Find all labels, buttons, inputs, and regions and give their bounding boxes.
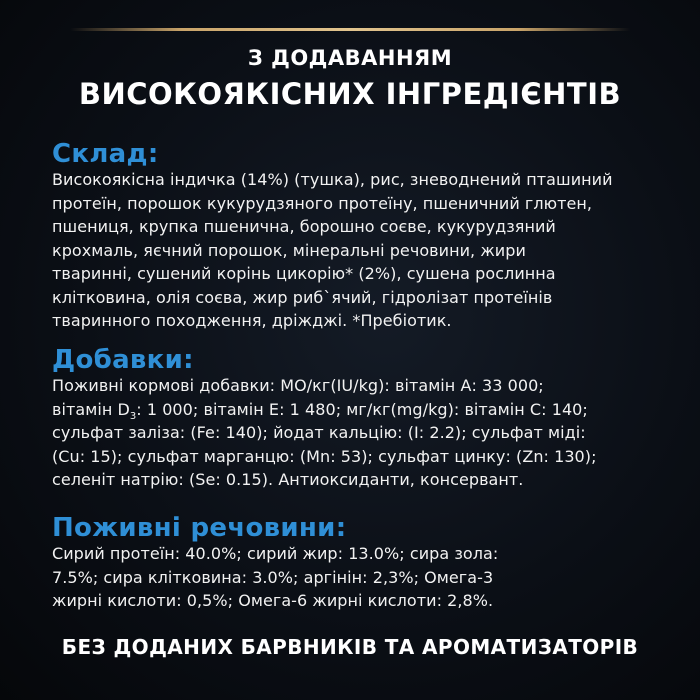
nutrients-section bbox=[52, 514, 662, 613]
composition-line: протеїн, порошок кукурудзяного протеїну, пшеничний глютен, bbox=[52, 193, 593, 213]
additives-line-part: : 1 000; вітамін Е: 1 480; мг/кг(mg/kg): вітамін С: 140; bbox=[136, 399, 588, 419]
composition-heading: Склад: bbox=[52, 139, 159, 169]
nutrients-text bbox=[52, 542, 662, 613]
composition-text bbox=[52, 168, 662, 333]
header-subtitle: З ДОДАВАННЯМ bbox=[247, 46, 453, 70]
additives-line-vitamin-d bbox=[52, 398, 662, 422]
header-title: ВИСОКОЯКІСНИХ ІНГРЕДІЄНТІВ bbox=[78, 77, 622, 111]
composition-line: тваринного походження, дріжджі. *Пребіотик. bbox=[52, 311, 452, 330]
additives-line-part: вітамін D bbox=[52, 399, 130, 419]
gold-accent-bar bbox=[70, 28, 630, 31]
composition-line: пшениця, крупка пшенична, борошно соєве, кукурудзяний bbox=[52, 217, 556, 236]
composition-line: крохмаль, яєчний порошок, мінеральні речовини, жири bbox=[52, 240, 526, 260]
additives-text bbox=[52, 374, 662, 492]
composition-section bbox=[52, 140, 662, 333]
header bbox=[0, 44, 700, 114]
nutrients-line: Сирий протеїн: 40.0%; сирий жир: 13.0%; сира зола: bbox=[52, 544, 499, 563]
composition-line: тваринні, сушений корінь цикорію* (2%), сушена рослинна bbox=[52, 264, 556, 283]
additives-line: селеніт натрію: (Se: 0.15). Антиоксиданти, консервант. bbox=[52, 470, 524, 489]
nutrients-heading: Поживні речовини: bbox=[52, 513, 347, 543]
additives-line: Поживні кормові добавки: МО/кг(IU/kg): вітамін А: 33 000; bbox=[52, 376, 544, 395]
subscript-3: 3 bbox=[129, 410, 137, 422]
additives-line: (Cu: 15); сульфат марганцю: (Mn: 53); сульфат цинку: (Zn: 130); bbox=[52, 446, 597, 466]
nutrients-line: 7.5%; сира клітковина: 3.0%; аргінін: 2,3%; Омега-3 bbox=[52, 567, 494, 587]
nutrients-line: жирні кислоти: 0,5%; Омега-6 жирні кислоти: 2,8%. bbox=[52, 591, 494, 610]
composition-line: Високоякісна індичка (14%) (тушка), рис, зневоднений пташиний bbox=[52, 170, 613, 189]
composition-line: клітковина, олія соєва, жир риб`ячий, гідролізат протеїнів bbox=[52, 287, 553, 307]
additives-heading: Добавки: bbox=[52, 345, 194, 375]
additives-section bbox=[52, 346, 662, 492]
additives-line: сульфат заліза: (Fe: 140); йодат кальцію: (I: 2.2); сульфат міді: bbox=[52, 423, 586, 442]
footer-note: БЕЗ ДОДАНИХ БАРВНИКІВ ТА АРОМАТИЗАТОРІВ bbox=[61, 635, 639, 659]
